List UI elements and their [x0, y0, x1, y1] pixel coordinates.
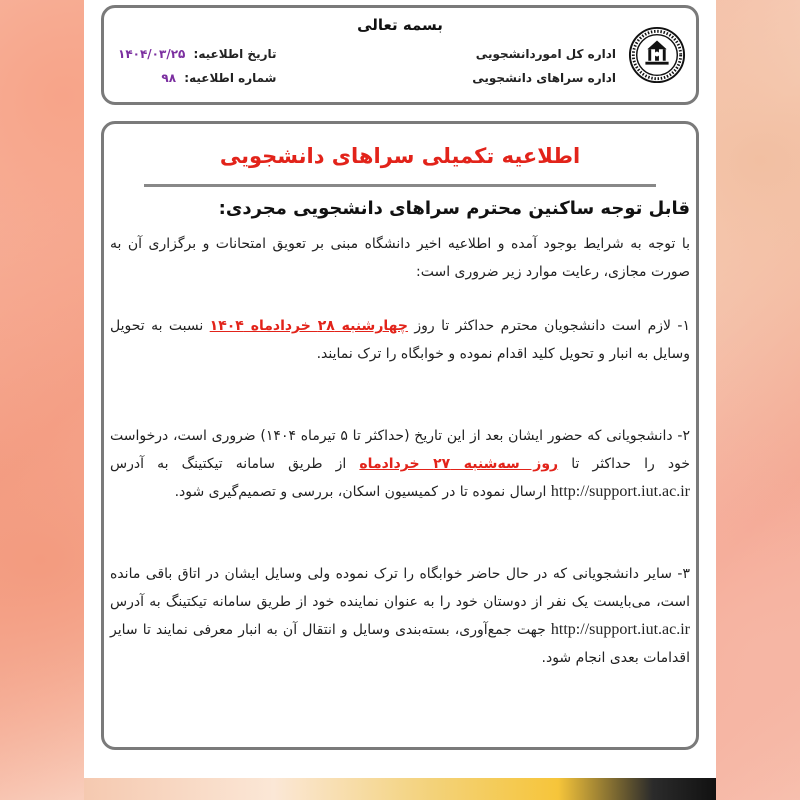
intro-paragraph: با توجه به شرایط بوجود آمده و اطلاعیه اخیر دانشگاه مبنی بر تعویق امتحانات و برگزاری آن به صورت مجازی، رعایت موارد زیر ضروری است: [110, 236, 690, 280]
title-divider [144, 184, 656, 187]
item-1-text-a: ۱- لازم است دانشجویان محترم حداکثر تا روز [407, 318, 690, 334]
item-1 [110, 312, 690, 368]
university-seal-icon [628, 26, 686, 84]
notice-number-row [118, 66, 277, 90]
item-3-text-b: جهت جمع‌آوری، بسته‌بندی وسایل و انتقال آن به انبار معرفی نمایند تا سایر اقدامات بعدی انجام شود. [110, 622, 690, 666]
letterhead [101, 5, 699, 105]
item-1-deadline: چهارشنبه ۲۸ خردادماه ۱۴۰۴ [209, 318, 408, 334]
item-2 [110, 422, 690, 506]
addressee-heading: قابل توجه ساکنین محترم سراهای دانشجویی مجردی: [218, 198, 690, 219]
notice-number-label: شماره اطلاعیه: [184, 71, 277, 85]
item-2-support-url: http://support.iut.ac.ir [550, 483, 690, 500]
item-2-text-b: از طریق سامانه تیکتینگ به آدرس [110, 456, 360, 472]
item-3-support-url: http://support.iut.ac.ir [550, 621, 690, 638]
notice-title: اطلاعیه تکمیلی سراهای دانشجویی [219, 144, 581, 168]
notice-date-row [118, 42, 277, 66]
item-3-text-a: ۳- سایر دانشجویانی که در حال حاضر خوابگاه را ترک نموده ولی وسایل ایشان در اتاق باقی مانده است، می‌بایست یک نفر از دوستان خود را به عنوان نماینده خود از طریق سامانه تیکتینگ به آدرس [110, 566, 690, 610]
basmala-title: بسمه تعالی [357, 16, 443, 34]
org-line-1: اداره کل اموردانشجویی [475, 47, 616, 61]
notice-date-value: ۱۴۰۴/۰۳/۲۵ [118, 47, 186, 61]
org-line-2: اداره سراهای دانشجویی [472, 71, 616, 85]
item-2-text-a: ۲- دانشجویانی که حضور ایشان بعد از این تاریخ (حداکثر تا ۵ تیرماه ۱۴۰۴) ضروری است، درخواست خود را حداکثر تا [110, 428, 691, 472]
notice-page [84, 0, 716, 800]
notice-date-label: تاریخ اطلاعیه: [193, 47, 277, 61]
item-3 [110, 560, 690, 672]
decorative-bottom-strip [84, 778, 716, 800]
item-2-deadline: روز سه‌شنبه ۲۷ خردادماه [359, 456, 559, 472]
organization-name [472, 42, 616, 90]
notice-meta [118, 42, 277, 90]
notice-body [101, 121, 699, 750]
item-2-text-c: ارسال نموده تا در کمیسیون اسکان، بررسی و تصمیم‌گیری شود. [174, 484, 551, 500]
item-1-text-b: نسبت به تحویل وسایل به انبار و تحویل کلید اقدام نموده و خوابگاه را ترک نمایند. [110, 318, 690, 362]
notice-number-value: ۹۸ [161, 71, 177, 85]
